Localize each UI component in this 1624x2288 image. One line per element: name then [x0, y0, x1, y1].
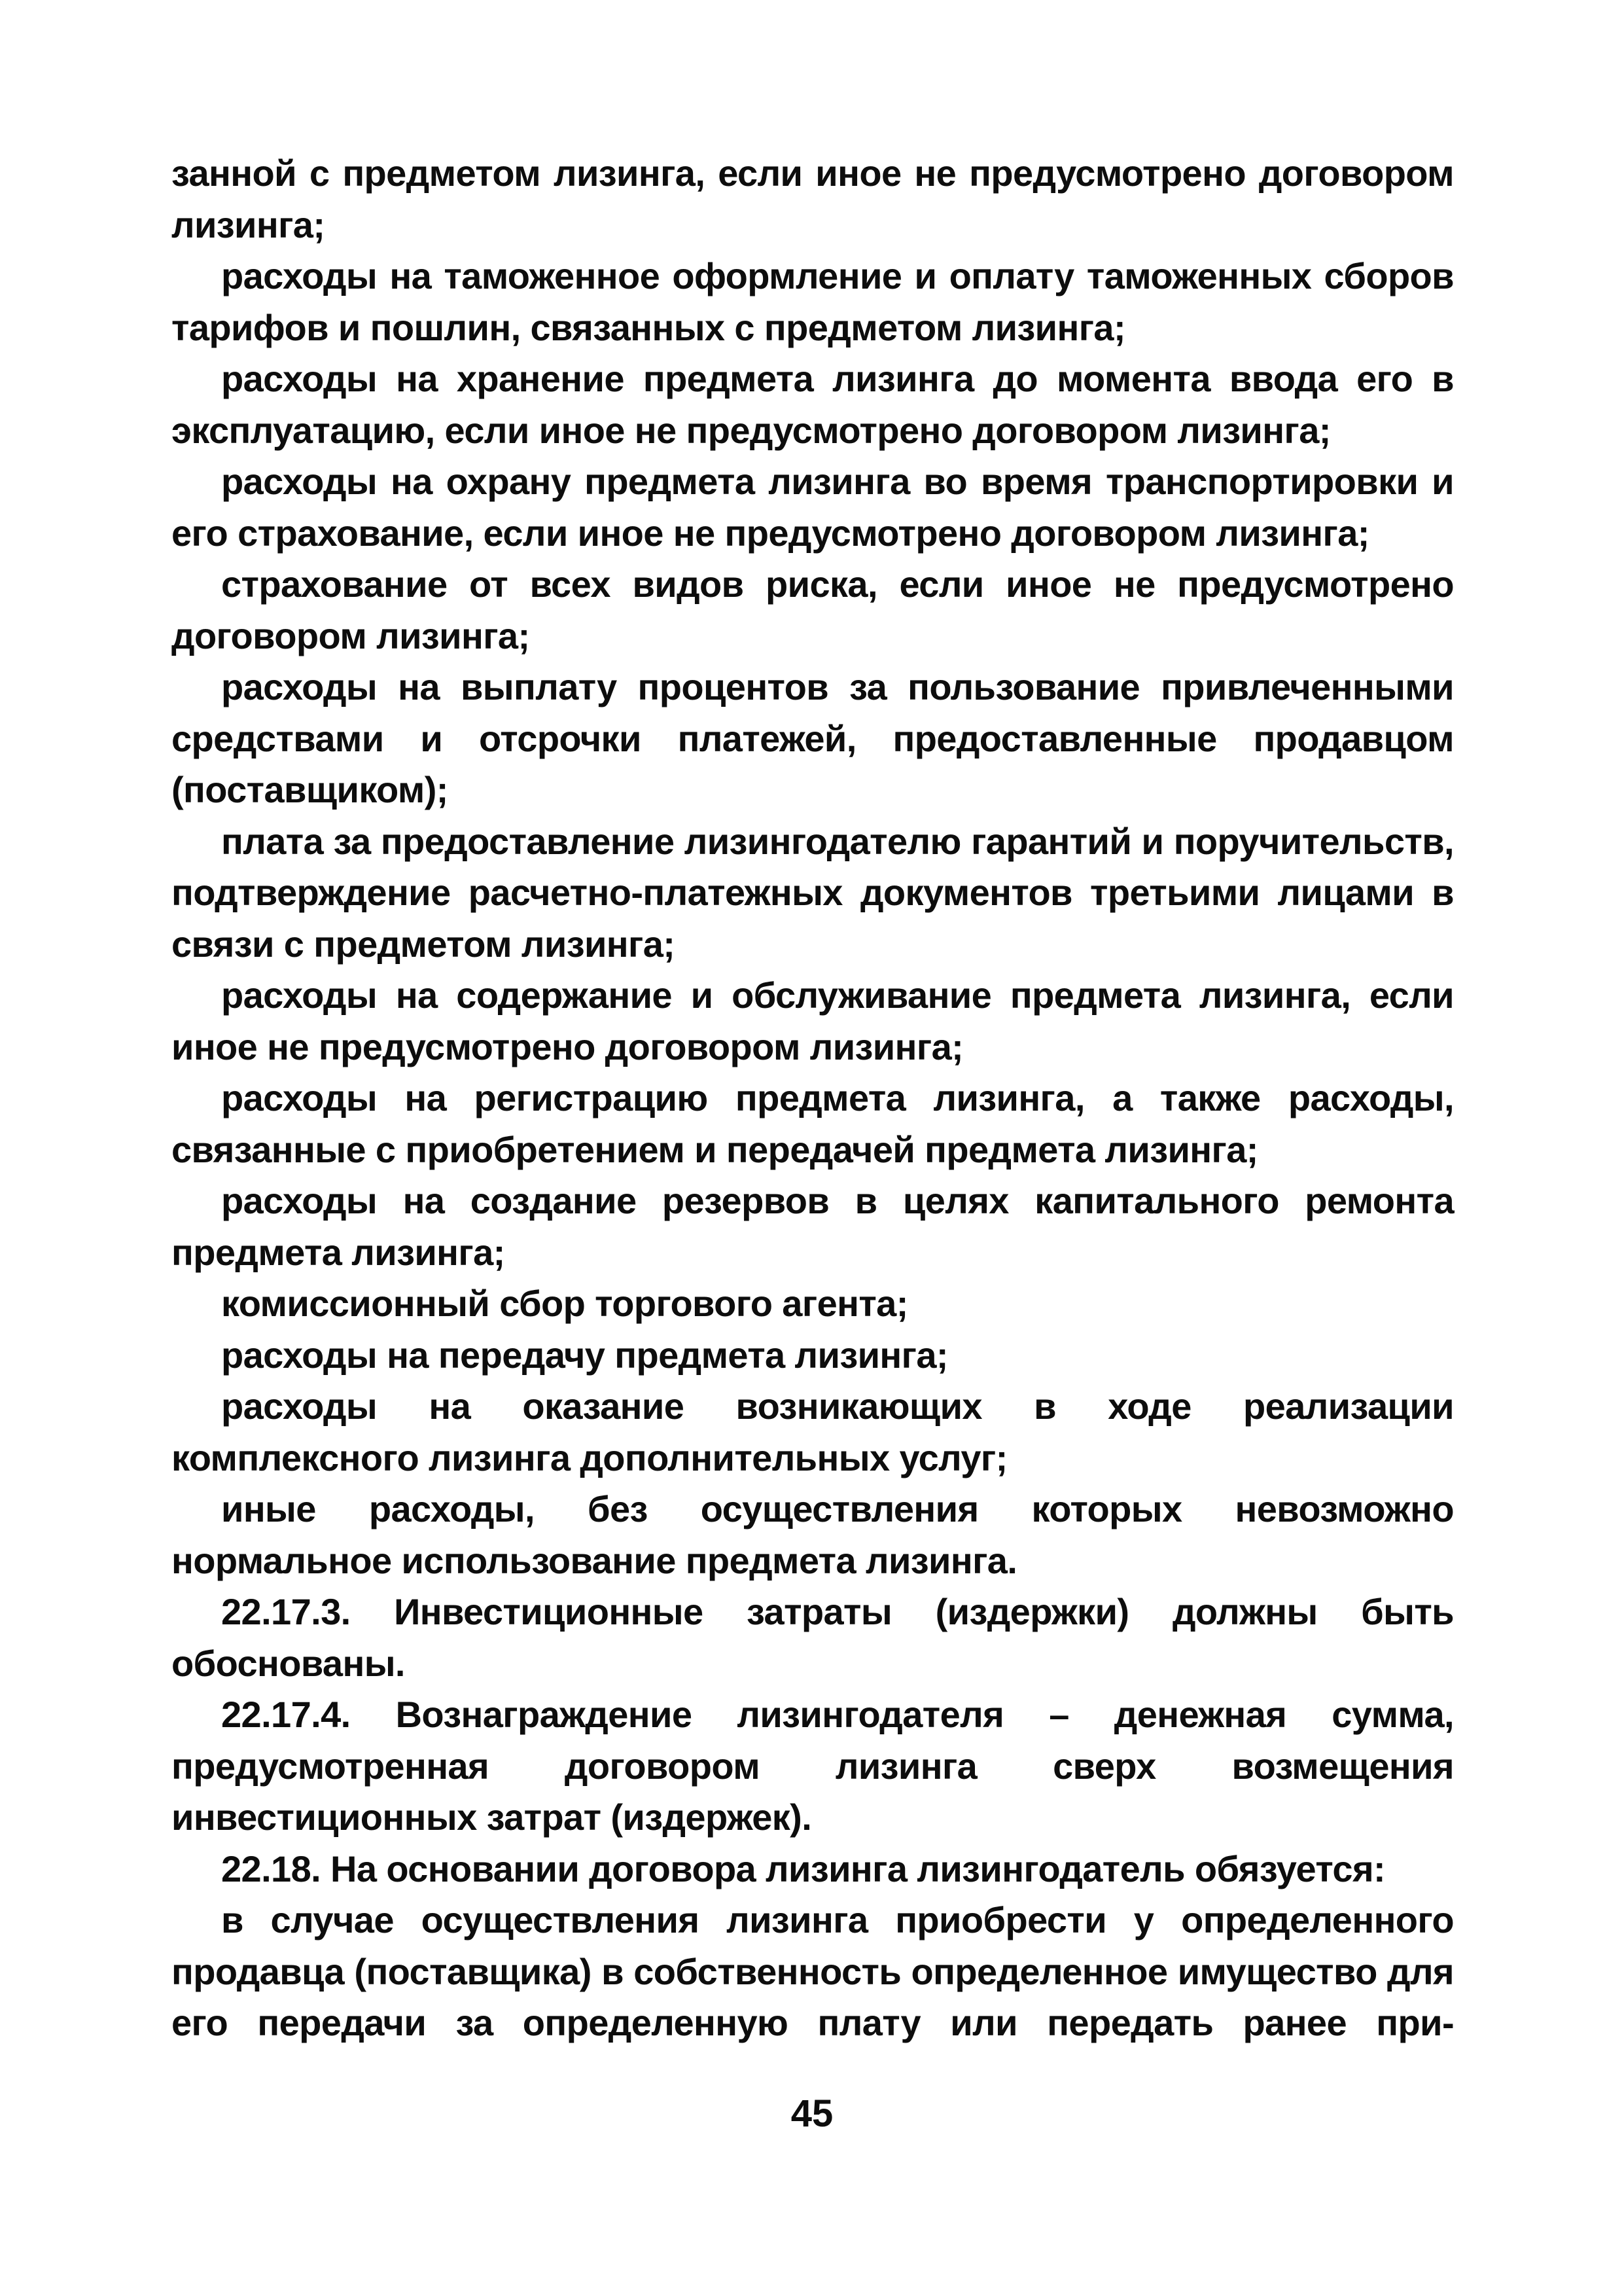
paragraph-maintenance-expenses: расходы на содержание и обслуживание предмета лизинга, если иное не предусмотрено договором лизинга; — [171, 974, 1454, 1067]
paragraph-22-17-3: 22.17.3. Инвестиционные затраты (издержки) должны быть обоснованы. — [171, 1591, 1454, 1684]
page-number: 45 — [790, 2092, 834, 2135]
paragraph-transfer-expenses: расходы на передачу предмета лизинга; — [221, 1334, 948, 1376]
paragraph-22-17-4: 22.17.4. Вознаграждение лизингодателя – денежная сумма, предусмотренная договором лизинга сверх возмещения инвестиционных затрат (издержек). — [171, 1694, 1454, 1838]
body-text — [171, 148, 1454, 2049]
paragraph-continuation: занной с предметом лизинга, если иное не предусмотрено договором лизинга; — [171, 152, 1454, 245]
paragraph-registration-expenses: расходы на регистрацию предмета лизинга, а также расходы, связанные с приобретением и передачей предмета лизинга; — [171, 1077, 1454, 1170]
paragraph-lessor-obligation: в случае осуществления лизинга приобрести у определенного продавца (поставщика) в собственность определенное имущество для его передачи за определенную плату или передать ранее при- — [171, 1899, 1454, 2043]
paragraph-interest-expenses: расходы на выплату процентов за пользование привлеченными средствами и отсрочки платежей, предоставленные продавцом (поставщиком); — [171, 666, 1454, 810]
paragraph-agent-commission: комиссионный сбор торгового агента; — [221, 1283, 908, 1324]
paragraph-22-18: 22.18. На основании договора лизинга лизингодатель обязуется: — [221, 1848, 1386, 1889]
paragraph-storage-expenses: расходы на хранение предмета лизинга до момента ввода его в эксплуатацию, если иное не предусмотрено договором лизинга; — [171, 358, 1454, 451]
paragraph-customs-expenses: расходы на таможенное оформление и оплату таможенных сборов тарифов и пошлин, связанных с предметом лизинга; — [171, 255, 1454, 348]
paragraph-guarantee-fee: плата за предоставление лизингодателю гарантий и поручительств, подтверждение расчетно-платежных документов третьими лицами в связи с предметом лизинга; — [171, 820, 1454, 965]
paragraph-other-expenses: иные расходы, без осуществления которых невозможно нормальное использование предмета лизинга. — [171, 1488, 1454, 1581]
paragraph-additional-services: расходы на оказание возникающих в ходе реализации комплексного лизинга дополнительных услуг; — [171, 1385, 1454, 1478]
paragraph-reserve-expenses: расходы на создание резервов в целях капитального ремонта предмета лизинга; — [171, 1180, 1454, 1273]
paragraph-security-expenses: расходы на охрану предмета лизинга во время транспортировки и его страхование, если иное не предусмотрено договором лизинга; — [171, 461, 1454, 554]
paragraph-risk-insurance: страхование от всех видов риска, если иное не предусмотрено договором лизинга; — [171, 563, 1454, 656]
